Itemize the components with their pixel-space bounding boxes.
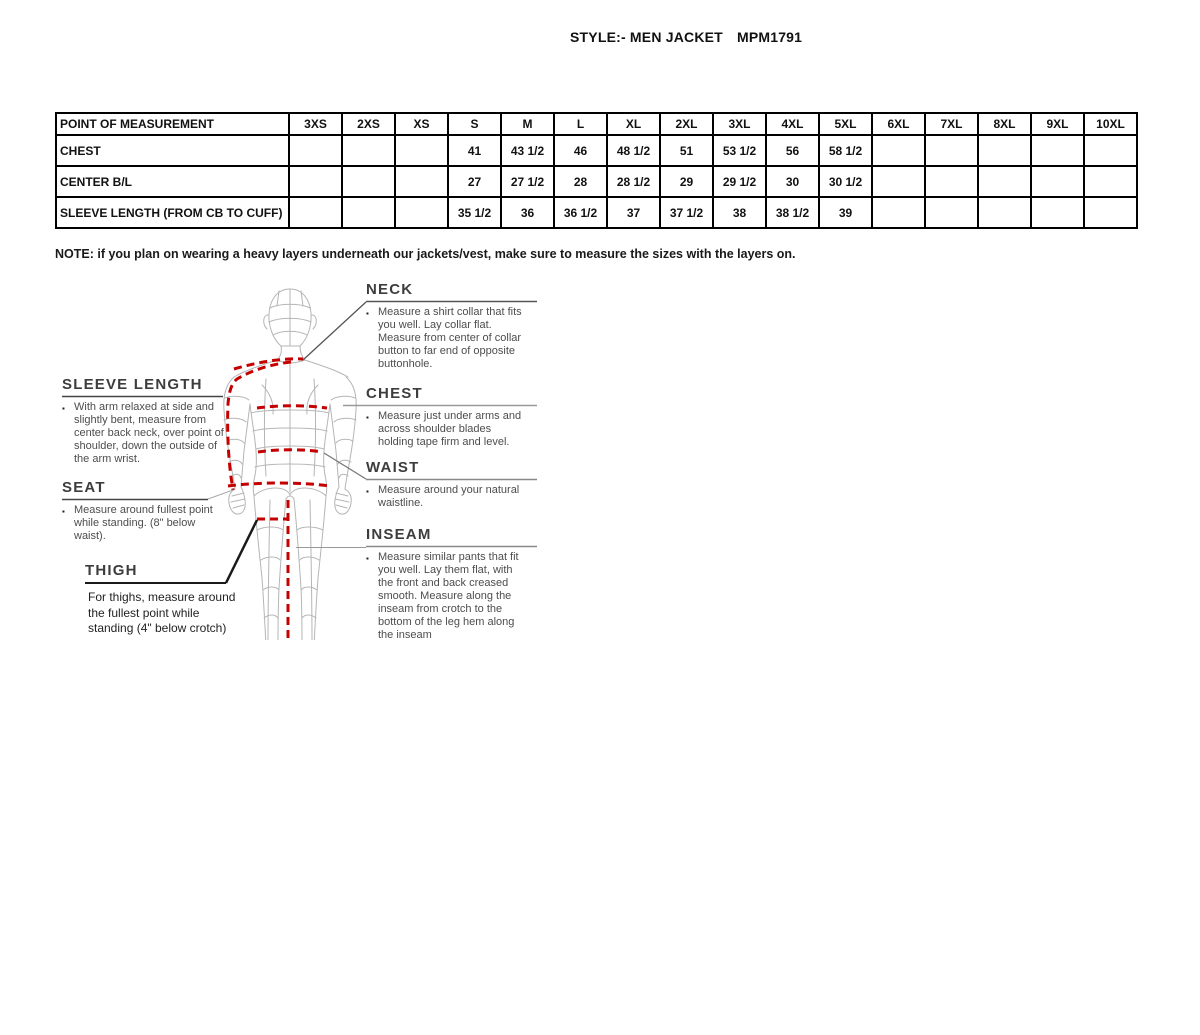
value-cell: 37 <box>607 197 660 228</box>
value-cell <box>1084 166 1137 197</box>
waist-leader-line <box>324 453 366 479</box>
neck-description: ▪ Measure a shirt collar that fits you well. Lay collar flat. Measure from center of collar button to far end of opposite buttonhole. <box>366 306 522 370</box>
value-cell: 30 1/2 <box>819 166 872 197</box>
value-cell: 38 <box>713 197 766 228</box>
value-cell <box>395 166 448 197</box>
value-cell <box>978 197 1031 228</box>
header-size: M <box>501 113 554 135</box>
table-row-chest <box>56 135 1137 166</box>
layers-note: NOTE: if you plan on wearing a heavy layers underneath our jackets/vest, make sure to measure the sizes with the layers on. <box>55 247 796 261</box>
style-code: MPM1791 <box>736 29 803 45</box>
measurement-guide-diagram <box>60 278 540 640</box>
thigh-leader-line <box>226 520 257 583</box>
chest-measure-line <box>257 406 327 408</box>
value-cell: 29 1/2 <box>713 166 766 197</box>
value-cell <box>1031 197 1084 228</box>
header-size: 8XL <box>978 113 1031 135</box>
row-label-cell: CENTER B/L <box>56 166 289 197</box>
value-cell: 48 1/2 <box>607 135 660 166</box>
value-cell: 30 <box>766 166 819 197</box>
header-size: 4XL <box>766 113 819 135</box>
chest-description: ▪ Measure just under arms and across shoulder blades holding tape firm and level. <box>366 410 522 448</box>
value-cell: 27 <box>448 166 501 197</box>
header-point-of-measurement: POINT OF MEASUREMENT <box>56 113 289 135</box>
neck-measure-line <box>234 359 303 369</box>
neck-leader-line <box>303 302 366 360</box>
header-size: 6XL <box>872 113 925 135</box>
value-cell: 29 <box>660 166 713 197</box>
value-cell: 28 <box>554 166 607 197</box>
thigh-heading: THIGH <box>85 562 138 579</box>
value-cell <box>978 166 1031 197</box>
value-cell <box>342 135 395 166</box>
table-row-center-bl <box>56 166 1137 197</box>
value-cell <box>289 197 342 228</box>
sleeve-length-heading: SLEEVE LENGTH <box>62 376 203 393</box>
value-cell <box>978 135 1031 166</box>
header-size: S <box>448 113 501 135</box>
value-cell: 27 1/2 <box>501 166 554 197</box>
neck-heading: NECK <box>366 281 414 298</box>
sleeve-length-description: ▪ With arm relaxed at side and slightly bent, measure from center back neck, over point of shoulder, down the outside of the arm wrist. <box>62 401 224 465</box>
value-cell <box>1031 135 1084 166</box>
value-cell <box>1031 166 1084 197</box>
value-cell: 43 1/2 <box>501 135 554 166</box>
value-cell: 41 <box>448 135 501 166</box>
inseam-description: ▪ Measure similar pants that fit you well. Lay them flat, with the front and back creased smooth. Measure along the inseam from crotch to the bottom of the leg hem along the inseam <box>366 551 519 640</box>
value-cell <box>395 197 448 228</box>
value-cell: 35 1/2 <box>448 197 501 228</box>
header-size: XS <box>395 113 448 135</box>
value-cell <box>925 166 978 197</box>
value-cell: 51 <box>660 135 713 166</box>
style-label: STYLE:- MEN JACKET <box>570 29 723 45</box>
header-size: 3XL <box>713 113 766 135</box>
waist-description: ▪ Measure around your natural waistline. <box>366 484 520 509</box>
waist-heading: WAIST <box>366 459 420 476</box>
value-cell <box>289 166 342 197</box>
bullet-icon: ▪ <box>62 404 65 413</box>
bullet-icon: ▪ <box>366 487 369 496</box>
inseam-heading: INSEAM <box>366 526 432 543</box>
value-cell <box>342 166 395 197</box>
header-size: 3XS <box>289 113 342 135</box>
header-size: 7XL <box>925 113 978 135</box>
value-cell: 46 <box>554 135 607 166</box>
value-cell <box>289 135 342 166</box>
value-cell <box>872 166 925 197</box>
value-cell <box>1084 135 1137 166</box>
bullet-icon: ▪ <box>366 554 369 563</box>
header-size: 10XL <box>1084 113 1137 135</box>
header-size: XL <box>607 113 660 135</box>
table-row-sleeve-length <box>56 197 1137 228</box>
bullet-icon: ▪ <box>366 413 369 422</box>
seat-heading: SEAT <box>62 479 106 496</box>
header-size: 5XL <box>819 113 872 135</box>
seat-description: ▪ Measure around fullest point while standing. (8" below waist). <box>62 504 213 542</box>
value-cell <box>1084 197 1137 228</box>
size-table <box>55 112 1138 229</box>
bullet-icon: ▪ <box>366 309 369 318</box>
value-cell: 38 1/2 <box>766 197 819 228</box>
header-size: 2XL <box>660 113 713 135</box>
value-cell <box>342 197 395 228</box>
header-size: 9XL <box>1031 113 1084 135</box>
value-cell: 56 <box>766 135 819 166</box>
value-cell <box>395 135 448 166</box>
value-cell: 36 1/2 <box>554 197 607 228</box>
value-cell <box>872 135 925 166</box>
header-size: L <box>554 113 607 135</box>
value-cell <box>925 135 978 166</box>
row-label-cell: SLEEVE LENGTH (FROM CB TO CUFF) <box>56 197 289 228</box>
value-cell: 36 <box>501 197 554 228</box>
chest-heading: CHEST <box>366 385 423 402</box>
value-cell <box>872 197 925 228</box>
value-cell: 28 1/2 <box>607 166 660 197</box>
wireframe-body <box>224 289 356 640</box>
header-size: 2XS <box>342 113 395 135</box>
value-cell: 39 <box>819 197 872 228</box>
row-label-cell: CHEST <box>56 135 289 166</box>
value-cell: 53 1/2 <box>713 135 766 166</box>
seat-measure-line <box>228 483 330 486</box>
value-cell: 37 1/2 <box>660 197 713 228</box>
thigh-description: For thighs, measure around the fullest point while standing (4" below crotch) <box>88 590 236 635</box>
size-table-header-row <box>56 113 1137 135</box>
value-cell <box>925 197 978 228</box>
sleeve-length-measure-line <box>228 362 291 490</box>
value-cell: 58 1/2 <box>819 135 872 166</box>
bullet-icon: ▪ <box>62 507 65 516</box>
page-title <box>570 29 802 45</box>
